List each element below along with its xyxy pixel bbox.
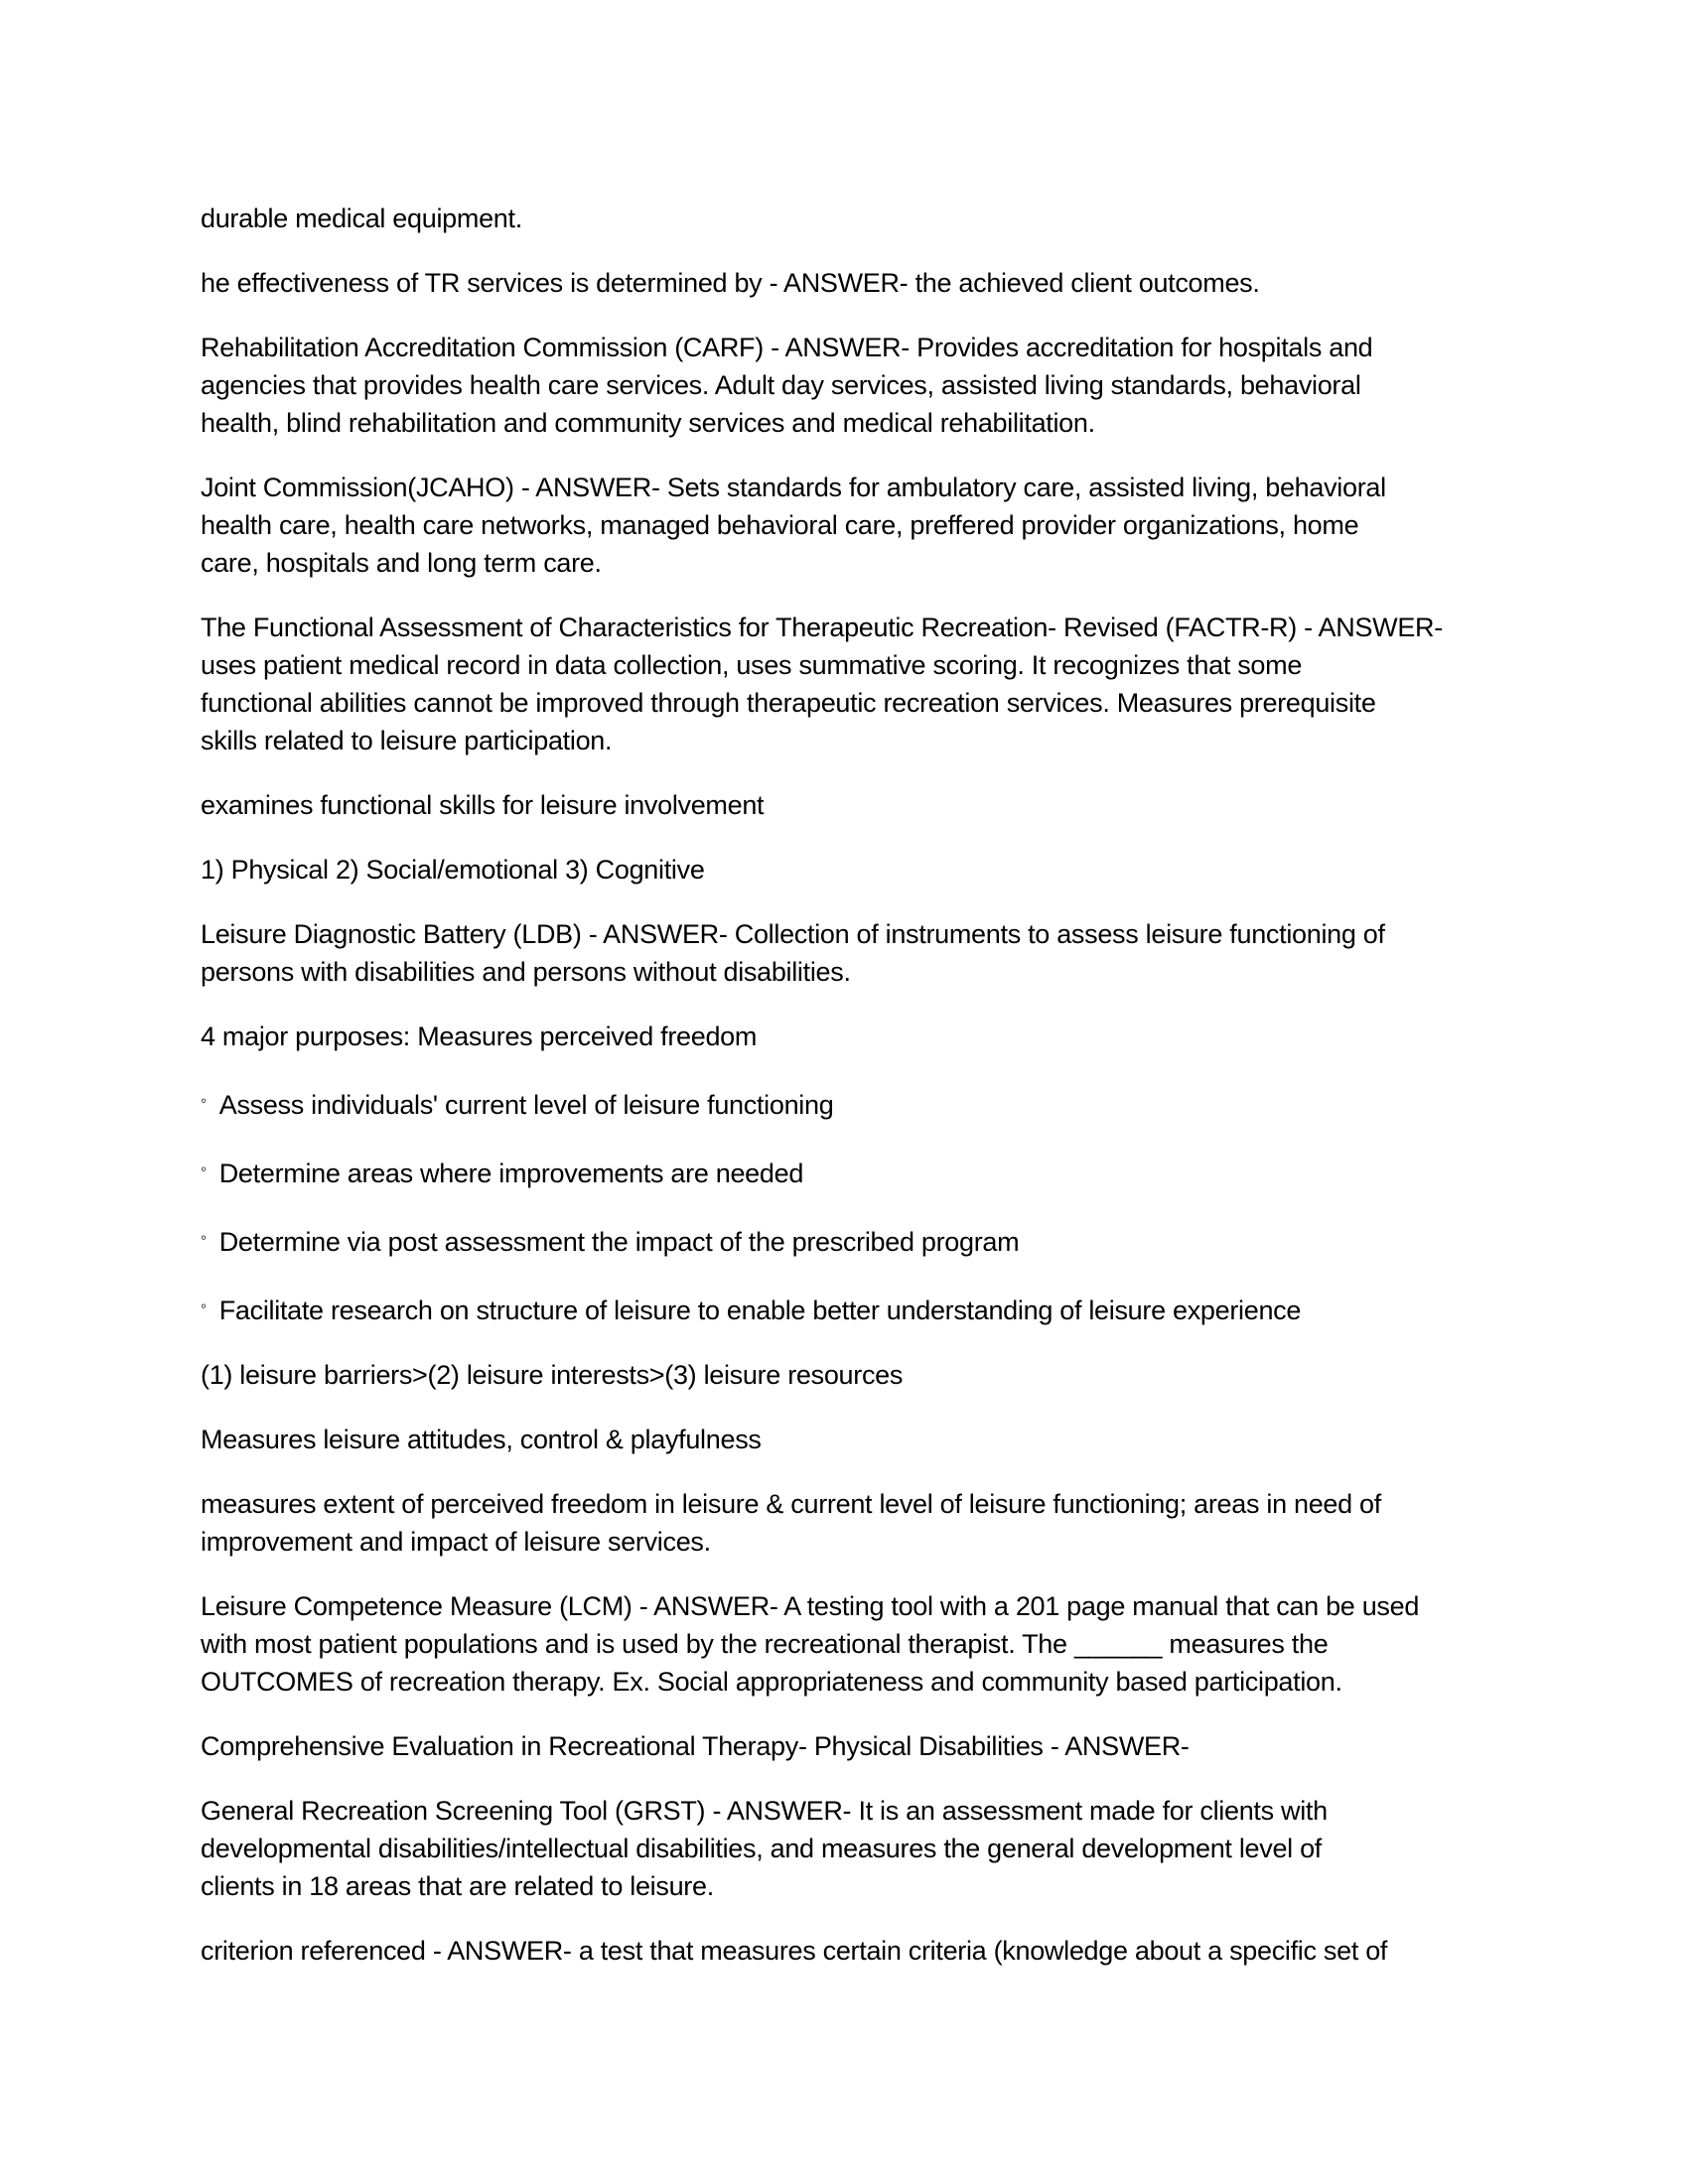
text-line: skills related to leisure participation. [201,726,613,755]
text-line: health care, health care networks, managed behavioral care, preffered provider organizations, home [201,510,1359,540]
paragraph [201,264,1501,302]
text-line: he effectiveness of TR services is determined by - ANSWER- the achieved client outcomes. [201,268,1260,298]
paragraph [201,1932,1501,1970]
bullet-text: Facilitate research on structure of leisure to enable better understanding of leisure experience [218,1296,1302,1325]
text-line: durable medical equipment. [201,204,522,233]
bullet-paragraph [201,1151,1501,1192]
bullet-text: Assess individuals' current level of leisure functioning [218,1090,834,1120]
text-line: agencies that provides health care services. Adult day services, assisted living standards, behavioral [201,370,1361,400]
paragraph [201,915,1501,991]
text-line: Leisure Diagnostic Battery (LDB) - ANSWER- Collection of instruments to assess leisure functioning of [201,919,1385,949]
text-line: health, blind rehabilitation and community services and medical rehabilitation. [201,408,1095,438]
paragraph [201,851,1501,888]
bullet-paragraph [201,1082,1501,1124]
circle-bullet-icon: ◦ [201,1297,207,1315]
bullet-text: Determine areas where improvements are needed [218,1159,804,1188]
text-line [201,1082,1501,1124]
paragraph [201,469,1501,582]
text-line [201,1151,1501,1192]
text-line: Leisure Competence Measure (LCM) - ANSWER- A testing tool with a 201 page manual that can be used [201,1591,1420,1621]
text-line: criterion referenced - ANSWER- a test that measures certain criteria (knowledge about a specific set of [201,1936,1388,1966]
text-line: Measures leisure attitudes, control & playfulness [201,1425,762,1454]
paragraph [201,1356,1501,1394]
paragraph [201,609,1501,759]
text-line: measures extent of perceived freedom in leisure & current level of leisure functioning; areas in need of [201,1489,1381,1519]
text-line: persons with disabilities and persons without disabilities. [201,957,851,987]
text-line: functional abilities cannot be improved through therapeutic recreation services. Measures prerequisite [201,688,1376,718]
bullet-paragraph [201,1219,1501,1261]
circle-bullet-icon: ◦ [201,1160,207,1178]
bullet-text: Determine via post assessment the impact of the prescribed program [218,1227,1020,1257]
text-line: The Functional Assessment of Characteristics for Therapeutic Recreation- Revised (FACTR-R) - ANSWER- [201,613,1443,642]
paragraph [201,1587,1501,1701]
bullet-paragraph [201,1288,1501,1329]
circle-bullet-icon: ◦ [201,1091,207,1110]
text-line: Comprehensive Evaluation in Recreational Therapy- Physical Disabilities - ANSWER- [201,1731,1190,1761]
paragraph [201,1421,1501,1458]
document-content [201,200,1501,1996]
text-line: General Recreation Screening Tool (GRST) - ANSWER- It is an assessment made for clients with [201,1796,1328,1826]
text-line: examines functional skills for leisure involvement [201,790,765,820]
text-line: OUTCOMES of recreation therapy. Ex. Social appropriateness and community based participation. [201,1667,1342,1697]
text-line: uses patient medical record in data collection, uses summative scoring. It recognizes that some [201,650,1303,680]
text-line [201,1219,1501,1261]
text-line: clients in 18 areas that are related to leisure. [201,1871,714,1901]
text-line: 1) Physical 2) Social/emotional 3) Cognitive [201,855,705,885]
paragraph [201,1485,1501,1561]
text-line: developmental disabilities/intellectual disabilities, and measures the general development level of [201,1834,1322,1863]
text-line [201,1288,1501,1329]
circle-bullet-icon: ◦ [201,1228,207,1247]
text-line: care, hospitals and long term care. [201,548,602,578]
paragraph [201,786,1501,824]
text-line: Rehabilitation Accreditation Commission (CARF) - ANSWER- Provides accreditation for hospitals and [201,333,1373,362]
text-line: with most patient populations and is used by the recreational therapist. The ______ measures the [201,1629,1329,1659]
paragraph [201,200,1501,237]
paragraph [201,1792,1501,1905]
text-line: Joint Commission(JCAHO) - ANSWER- Sets standards for ambulatory care, assisted living, behavioral [201,473,1386,502]
paragraph [201,1018,1501,1055]
paragraph [201,329,1501,442]
text-line: 4 major purposes: Measures perceived freedom [201,1022,758,1051]
text-line: (1) leisure barriers>(2) leisure interests>(3) leisure resources [201,1360,904,1390]
text-line: improvement and impact of leisure services. [201,1527,711,1557]
paragraph [201,1727,1501,1765]
